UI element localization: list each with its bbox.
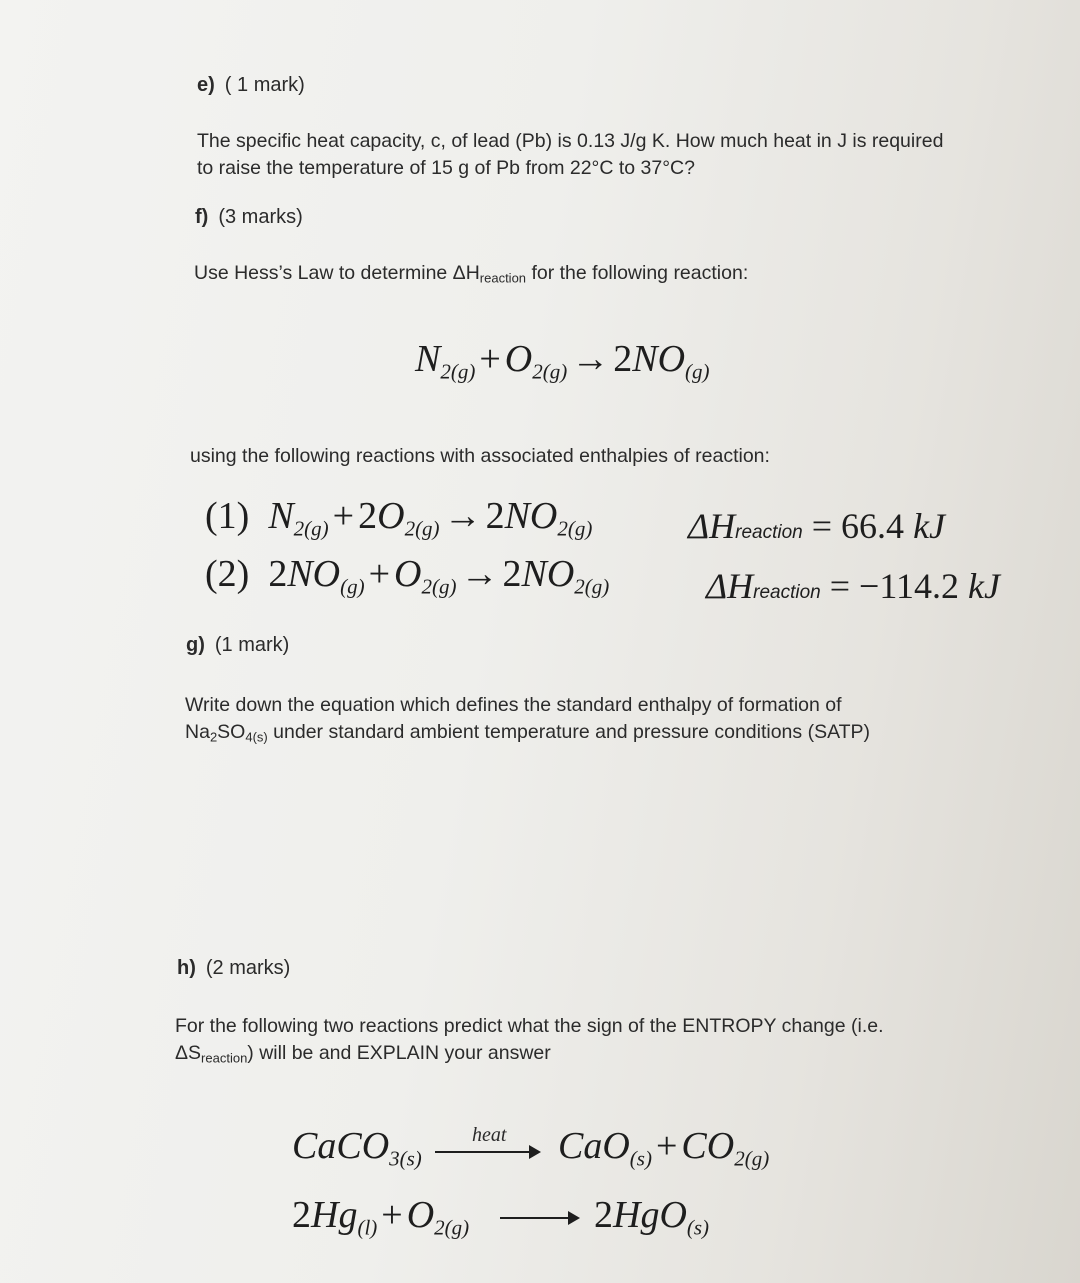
question-h-text — [175, 1013, 884, 1071]
question-g-marks: (1 mark) — [214, 634, 290, 656]
arrow-icon — [500, 1217, 578, 1219]
question-h-label: h) — [177, 957, 196, 979]
question-f-using-text: using the following reactions with associated enthalpies of reaction: — [190, 445, 770, 467]
question-h-heading — [177, 957, 290, 980]
question-h-marks: (2 marks) — [205, 957, 291, 979]
question-g-label: g) — [186, 634, 205, 656]
question-f-heading — [195, 206, 303, 229]
reaction-1-equation: (1) $N_{2(g)} + 2O_{2(g)} \to 2NO_{2(g)}$ — [205, 495, 593, 541]
question-e-marks: ( 1 mark) — [224, 74, 305, 96]
arrow-icon — [435, 1151, 539, 1153]
question-f-label: f) — [195, 206, 209, 228]
question-f-marks: (3 marks) — [218, 206, 303, 228]
reaction-1-enthalpy: ΔHreaction = 66.4 kJ — [688, 506, 946, 546]
reaction-2-enthalpy: ΔHreaction = −114.2 kJ — [706, 566, 1000, 606]
question-e-heading — [197, 74, 305, 97]
question-h-line-2: ΔSreaction) will be and EXPLAIN your answer — [175, 1042, 551, 1066]
question-h-line-1: For the following two reactions predict what the sign of the ENTROPY change (i.e. — [175, 1015, 884, 1037]
question-f-intro: Use Hess’s Law to determine ΔHreaction for the following reaction: — [194, 262, 749, 286]
question-g-text — [185, 692, 870, 750]
reaction-2-equation: (2) $2NO_{(g)} + O_{2(g)} \to 2NO_{2(g)}$ — [205, 553, 610, 599]
entropy-equation-2-product: 2HgO$_{(s)}$ — [594, 1194, 710, 1240]
question-g-line-2: Na2SO4(s) under standard ambient temperature and pressure conditions (SATP) — [185, 721, 871, 745]
entropy-equation-1-reactant: CaCO$_{3(s)}$ — [292, 1125, 422, 1171]
entropy-equation-2-reactants: $2Hg_{(l)} + O_{2(g)}$ — [292, 1194, 470, 1240]
question-e-label: e) — [197, 74, 215, 96]
entropy-equation-1-products: $CaO_{(s)} + CO_{2(g)}$ — [558, 1125, 770, 1171]
question-g-heading — [186, 634, 289, 657]
target-reaction-equation: $N_{2(g)} + O_{2(g)} \to 2NO_{(g)}$ — [415, 338, 710, 384]
question-e-line-2: to raise the temperature of 15 g of Pb from 22°C to 37°C? — [197, 157, 695, 179]
question-g-line-1: Write down the equation which defines the standard enthalpy of formation of — [185, 694, 842, 716]
question-e-line-1: The specific heat capacity, c, of lead (Pb) is 0.13 J/g K. How much heat in J is required — [197, 130, 944, 152]
question-e-text — [197, 128, 943, 182]
heat-label: heat — [472, 1124, 507, 1146]
